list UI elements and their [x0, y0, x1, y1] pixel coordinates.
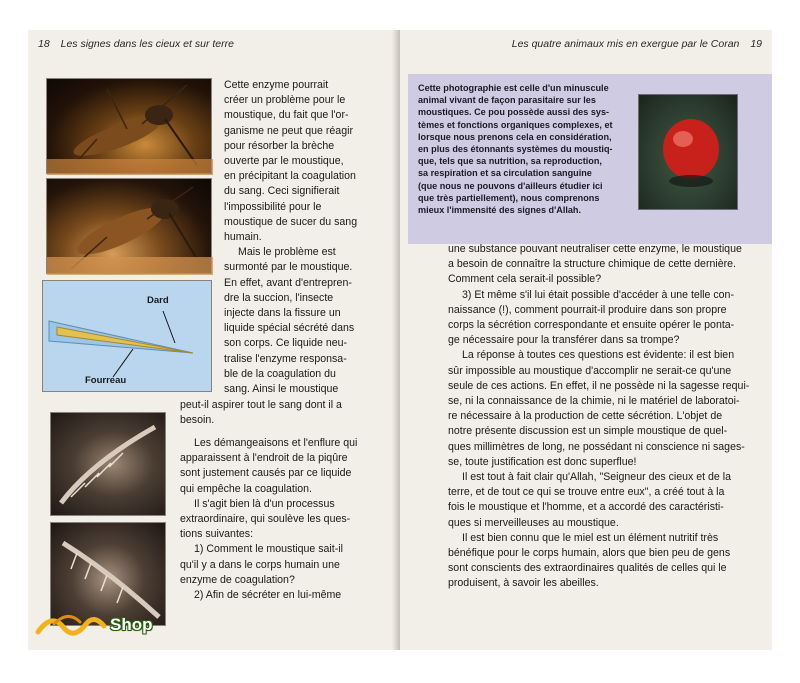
text-line: a besoin de connaître la structure chimique de cette dernière. — [448, 258, 736, 271]
text-line: Il s'agit bien là d'un processus — [194, 497, 335, 510]
right-page-header — [512, 38, 762, 50]
text-line: sont justement causés par ce liquide — [180, 467, 352, 480]
proboscis-diagram — [42, 280, 212, 392]
text-line: ouverte par le moustique, — [224, 155, 344, 168]
logo-text: Shop — [110, 615, 153, 634]
text-line: extraordinaire, qui soulève les ques- — [180, 513, 351, 526]
text-line: une substance pouvant neutraliser cette enzyme, le moustique — [448, 243, 742, 255]
text-line: surmonté par le moustique. — [224, 261, 353, 274]
text-line: dre la succion, l'insecte — [224, 291, 334, 304]
text-line: 2) Afin de sécréter en lui-même — [194, 589, 342, 602]
text-line: enzyme de coagulation? — [180, 573, 295, 586]
text-line: Mais le problème est — [238, 246, 336, 259]
caption-line: moustiques. Ce pou possède aussi des sys- — [418, 107, 610, 118]
caption-line: Cette photographie est celle d'un minuscule — [418, 83, 609, 93]
text-line: humain. — [224, 231, 262, 244]
right-running-title: Les quatre animaux mis en exergue par le Coran — [511, 38, 740, 50]
text-line: naissance (!), comment pourrait-il produire dans son propre — [448, 303, 727, 316]
diagram-label-dard: Dard — [147, 295, 169, 306]
text-line: du sang. Ceci signifierait — [224, 185, 340, 198]
text-line: notre présente discussion est un simple moustique de quel- — [448, 425, 728, 438]
left-lower-text — [180, 436, 384, 603]
text-line: re nécessaire à la production de cette sécrétion. L'objet de — [448, 410, 723, 423]
text-line: Cette enzyme pourrait — [224, 79, 329, 91]
text-line: créer un problème pour le — [224, 94, 346, 107]
text-line: bénéfique pour le corps humain, alors que bien peu de gens — [448, 547, 731, 560]
right-page-number: 19 — [750, 38, 762, 50]
text-line: qu'il y a dans le corps humain une — [180, 558, 340, 571]
text-line: 1) Comment le moustique sait-il — [194, 543, 343, 556]
text-line: tralise l'enzyme responsa- — [224, 352, 347, 365]
mosquito-photo-2 — [46, 178, 212, 274]
text-line: terre, et de tout ce qui se trouve entre eux", a créé tout à la — [448, 486, 725, 499]
mite-photo — [638, 94, 738, 210]
right-body-text — [448, 242, 758, 592]
text-line: ge nécessaire pour la transférer dans sa trompe? — [448, 334, 680, 347]
photo-caption — [418, 82, 630, 216]
text-line: injecte dans la fissure un — [224, 307, 341, 320]
text-line: moustique de sucer du sang — [224, 215, 358, 228]
left-wide-text — [180, 398, 384, 428]
text-line: ganisme ne peut que réagir — [224, 124, 353, 137]
text-line: ques millimètres de long, ne possédant ni conscience ni sages- — [448, 440, 745, 453]
left-column-text — [224, 78, 384, 397]
text-line: corps la sécrétion correspondante et ensuite opérer le ponta- — [448, 319, 735, 332]
book-spread — [28, 30, 772, 650]
text-line: besoin. — [180, 414, 215, 427]
text-line: apparaissent à l'endroit de la piqûre — [180, 452, 348, 465]
text-line: La réponse à toutes ces questions est évidente: il est bien — [462, 349, 735, 362]
text-line: 3) Et même s'il lui était possible d'accéder à une telle con- — [462, 288, 734, 301]
text-line: Il est tout à fait clair qu'Allah, "Seigneur des cieux et de la — [462, 471, 732, 484]
text-line: qui empêche la coagulation. — [180, 482, 312, 495]
microscope-photo-1 — [50, 412, 166, 516]
diagram-label-fourreau: Fourreau — [85, 375, 127, 386]
right-page — [400, 30, 772, 650]
caption-line: lorsque nous prenons cela en considération, — [418, 131, 612, 142]
caption-line: tèmes et fonctions organiques complexes, et — [418, 119, 613, 130]
caption-line: sa respiration et sa circulation sanguine — [418, 168, 592, 179]
caption-line: en plus des étonnants systèmes du moustiq- — [418, 144, 613, 155]
shop-logo — [34, 606, 164, 642]
text-line: seule de ces actions. En effet, il ne possède ni la sagesse requi- — [448, 379, 750, 392]
text-line: l'impossibilité pour le — [224, 200, 322, 213]
text-line: fois le moustique et l'homme, et a accordé des caractéristi- — [448, 501, 724, 514]
text-line: Il est bien connu que le miel est un élément nutritif très — [462, 531, 719, 544]
caption-line: que, tels que sa nutrition, sa reproduction, — [418, 156, 602, 167]
left-page-number: 18 — [38, 38, 50, 50]
text-line: ble de la coagulation du — [224, 367, 336, 380]
text-line: sûr impossible au moustique d'accomplir ne serait-ce qu'une — [448, 364, 732, 377]
text-line: sont conscients des extraordinaires qualités de celles qui le — [448, 562, 727, 575]
text-line: son corps. Ce liquide neu- — [224, 337, 348, 350]
text-line: peut-il aspirer tout le sang dont il a — [180, 399, 342, 411]
text-line: En effet, avant d'entrepren- — [224, 276, 352, 289]
text-line: se, toute justification est donc superflue! — [448, 455, 637, 468]
text-line: tions suivantes: — [180, 528, 254, 541]
left-running-title: Les signes dans les cieux et sur terre — [60, 38, 234, 50]
text-line: liquide spécial sécrété dans — [224, 322, 355, 335]
caption-line: que très partiellement), nous comprenons — [418, 192, 600, 203]
text-line: en précipitant la coagulation — [224, 170, 356, 183]
text-line: se, ni la connaissance de la chimie, ni le matériel de laboratoi- — [448, 395, 740, 408]
text-line: ques si merveilleuses au moustique. — [448, 516, 619, 529]
text-line: Comment cela serait-il possible? — [448, 273, 602, 286]
caption-line: (que nous ne pouvons d'ailleurs étudier ici — [418, 180, 603, 191]
text-line: sang. Ainsi le moustique — [224, 383, 339, 396]
caption-line: animal vivant de façon parasitaire sur les — [418, 95, 596, 106]
caption-line: mieux l'immensité des signes d'Allah. — [418, 205, 582, 216]
left-page — [28, 30, 396, 650]
text-line: produisent, à savoir les abeilles. — [448, 577, 599, 590]
left-page-header — [38, 38, 234, 50]
mosquito-photo-1 — [46, 78, 212, 174]
text-line: moustique, du fait que l'or- — [224, 109, 349, 122]
text-line: Les démangeaisons et l'enflure qui — [194, 437, 358, 449]
text-line: pour résorber la brèche — [224, 139, 335, 152]
